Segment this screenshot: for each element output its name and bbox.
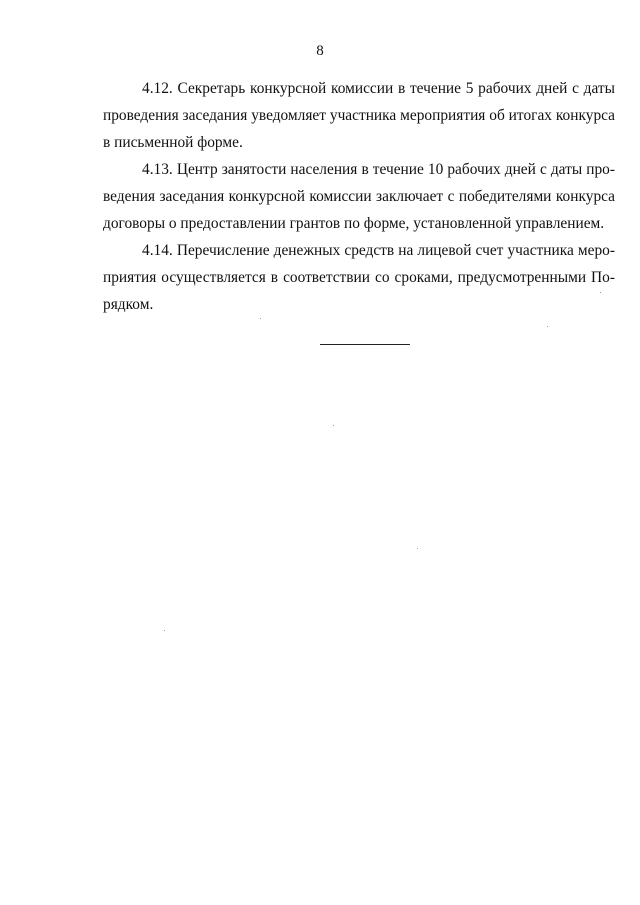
scan-speck	[417, 548, 418, 549]
paragraph-4-13	[103, 156, 615, 237]
paragraph-4-14	[103, 237, 615, 318]
text-line: в письменной форме.	[103, 134, 243, 151]
end-of-document-rule	[320, 344, 410, 345]
scan-speck	[547, 326, 548, 327]
document-body	[103, 75, 615, 318]
page-number: 8	[316, 43, 324, 59]
text-line: проведения заседания уведомляет участника мероприятия об итогах конкурса	[103, 107, 615, 124]
scan-speck	[260, 318, 261, 319]
text-line: ведения заседания конкурсной комиссии заключает с победителями конкурса	[103, 188, 615, 205]
text-line: приятия осуществляется в соответствии со сроками, предусмотренными По-	[103, 269, 615, 286]
scan-speck	[164, 630, 165, 631]
text-line: 4.12. Секретарь конкурсной комиссии в течение 5 рабочих дней с даты	[142, 80, 615, 97]
text-line: 4.13. Центр занятости населения в течение 10 рабочих дней с даты про-	[142, 161, 615, 178]
scan-speck	[333, 425, 334, 426]
paragraph-4-12	[103, 75, 615, 156]
text-line: 4.14. Перечисление денежных средств на лицевой счет участника меро-	[142, 242, 615, 259]
scan-speck	[600, 292, 601, 293]
text-line: рядком.	[103, 296, 154, 313]
text-line: договоры о предоставлении грантов по форме, установленной управлением.	[103, 215, 605, 232]
